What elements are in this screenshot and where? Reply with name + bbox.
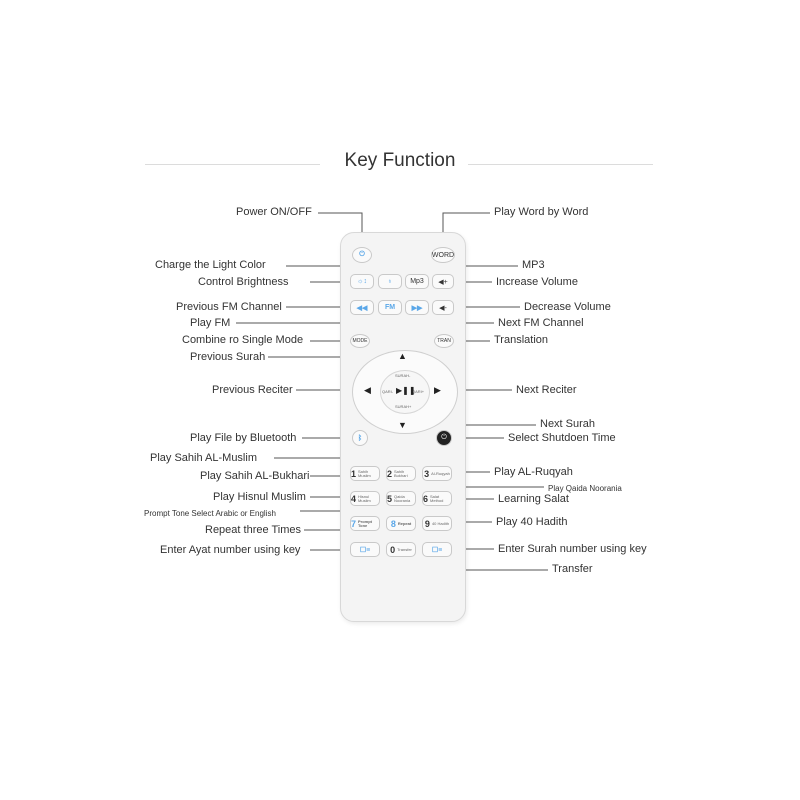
rewind-icon: ◀◀ — [356, 304, 368, 312]
prev-fm-button[interactable] — [350, 300, 374, 315]
next-fm-button[interactable] — [405, 300, 429, 315]
dpad-bottom-label: SURAH+ — [395, 404, 412, 409]
label-prev-fm: Previous FM Channel — [176, 301, 282, 313]
label-muslim: Play Sahih AL-Muslim — [150, 452, 257, 464]
surah-entry-button[interactable] — [422, 542, 452, 557]
fast-forward-icon: ▶▶ — [411, 304, 423, 312]
dpad-right-label: QARI+ — [412, 389, 425, 394]
label-bukhari: Play Sahih AL-Bukhari — [200, 470, 310, 482]
bluetooth-icon: ᛒ — [357, 434, 363, 442]
brightness-button[interactable] — [350, 274, 374, 289]
label-hisnul: Play Hisnul Muslim — [213, 491, 306, 503]
key-9-button[interactable]: 9 40 Hadith — [422, 516, 452, 531]
timer-icon: ⏻ — [441, 434, 447, 441]
label-ayat: Enter Ayat number using key — [160, 544, 301, 556]
label-surah-number: Enter Surah number using key — [498, 543, 647, 555]
label-next-fm: Next FM Channel — [498, 317, 584, 329]
mp3-button[interactable]: Mp3 — [405, 274, 429, 289]
label-prev-reciter: Previous Reciter — [212, 384, 293, 396]
speaker-up-icon: ◀+ — [438, 278, 448, 286]
label-repeat: Repeat three Times — [205, 524, 301, 536]
key-4-button[interactable]: 4 Hisnul Muslim — [350, 491, 380, 506]
label-qaida: Play Qaida Noorania — [548, 484, 622, 493]
surah-icon: ☐≡ — [431, 546, 443, 554]
label-brightness: Control Brightness — [198, 276, 289, 288]
speaker-down-icon: ◀- — [439, 304, 447, 312]
bulb-icon: ♁ — [387, 278, 393, 285]
label-vol-up: Increase Volume — [496, 276, 578, 288]
key-7-button[interactable]: 7 Prompt Tone — [350, 516, 380, 531]
label-play-fm: Play FM — [190, 317, 231, 329]
label-translation: Translation — [494, 334, 549, 346]
key-5-button[interactable]: 5 Qaida Noorania — [386, 491, 416, 506]
dpad-top-label: SURAH- — [395, 373, 411, 378]
light-color-button[interactable] — [378, 274, 402, 289]
key-3-button[interactable]: 3 Al-Ruqyah — [422, 466, 452, 481]
label-next-surah: Next Surah — [540, 418, 596, 430]
label-prompt-tone: Prompt Tone Select Arabic or English — [144, 509, 276, 518]
label-transfer: Transfer — [552, 563, 593, 575]
play-pause-icon: ▶❚❚ — [396, 386, 416, 395]
dpad-left-label: QARI- — [382, 389, 394, 394]
translation-button[interactable]: TRAN — [434, 334, 454, 348]
volume-up-button[interactable] — [432, 274, 454, 289]
fm-button[interactable]: FM — [378, 300, 402, 315]
mode-button[interactable]: MODE — [350, 334, 370, 348]
page-title: Key Function — [344, 150, 456, 171]
key-1-button[interactable]: 1 Sahih Muslim — [350, 466, 380, 481]
shutdown-timer-button[interactable] — [436, 430, 452, 446]
ayat-icon: ☐≡ — [359, 546, 371, 554]
label-light-color: Charge the Light Color — [155, 259, 266, 271]
bluetooth-button[interactable] — [352, 430, 368, 446]
key-6-button[interactable]: 6 Salat Method — [422, 491, 452, 506]
key-2-button[interactable]: 2 Sahih Bukhari — [386, 466, 416, 481]
label-prev-surah: Previous Surah — [190, 351, 266, 363]
label-word: Play Word by Word — [494, 206, 589, 218]
left-arrow-icon[interactable]: ◀ — [364, 385, 371, 395]
right-arrow-icon[interactable]: ▶ — [434, 385, 441, 395]
label-salat: Learning Salat — [498, 493, 569, 505]
label-power: Power ON/OFF — [236, 206, 312, 218]
up-arrow-icon[interactable]: ▲ — [398, 351, 407, 361]
power-icon: ⏻ — [359, 251, 365, 258]
power-button[interactable] — [352, 247, 372, 263]
label-ruqyah: Play AL-Ruqyah — [494, 466, 573, 478]
label-shutdown: Select Shutdoen Time — [508, 432, 616, 444]
word-button[interactable]: WORD — [431, 247, 455, 263]
label-vol-down: Decrease Volume — [524, 301, 611, 313]
label-hadith: Play 40 Hadith — [496, 516, 568, 528]
down-arrow-icon[interactable]: ▼ — [398, 420, 407, 430]
label-mp3: MP3 — [522, 259, 545, 271]
volume-down-button[interactable] — [432, 300, 454, 315]
ayat-entry-button[interactable] — [350, 542, 380, 557]
sun-icon: ☼↕ — [357, 278, 367, 285]
key-0-button[interactable]: 0 Transfer — [386, 542, 416, 557]
label-bluetooth: Play File by Bluetooth — [190, 432, 297, 444]
label-next-reciter: Next Reciter — [516, 384, 577, 396]
label-single-mode: Combine ro Single Mode — [182, 334, 304, 346]
key-8-button[interactable]: 8 Repeat — [386, 516, 416, 531]
